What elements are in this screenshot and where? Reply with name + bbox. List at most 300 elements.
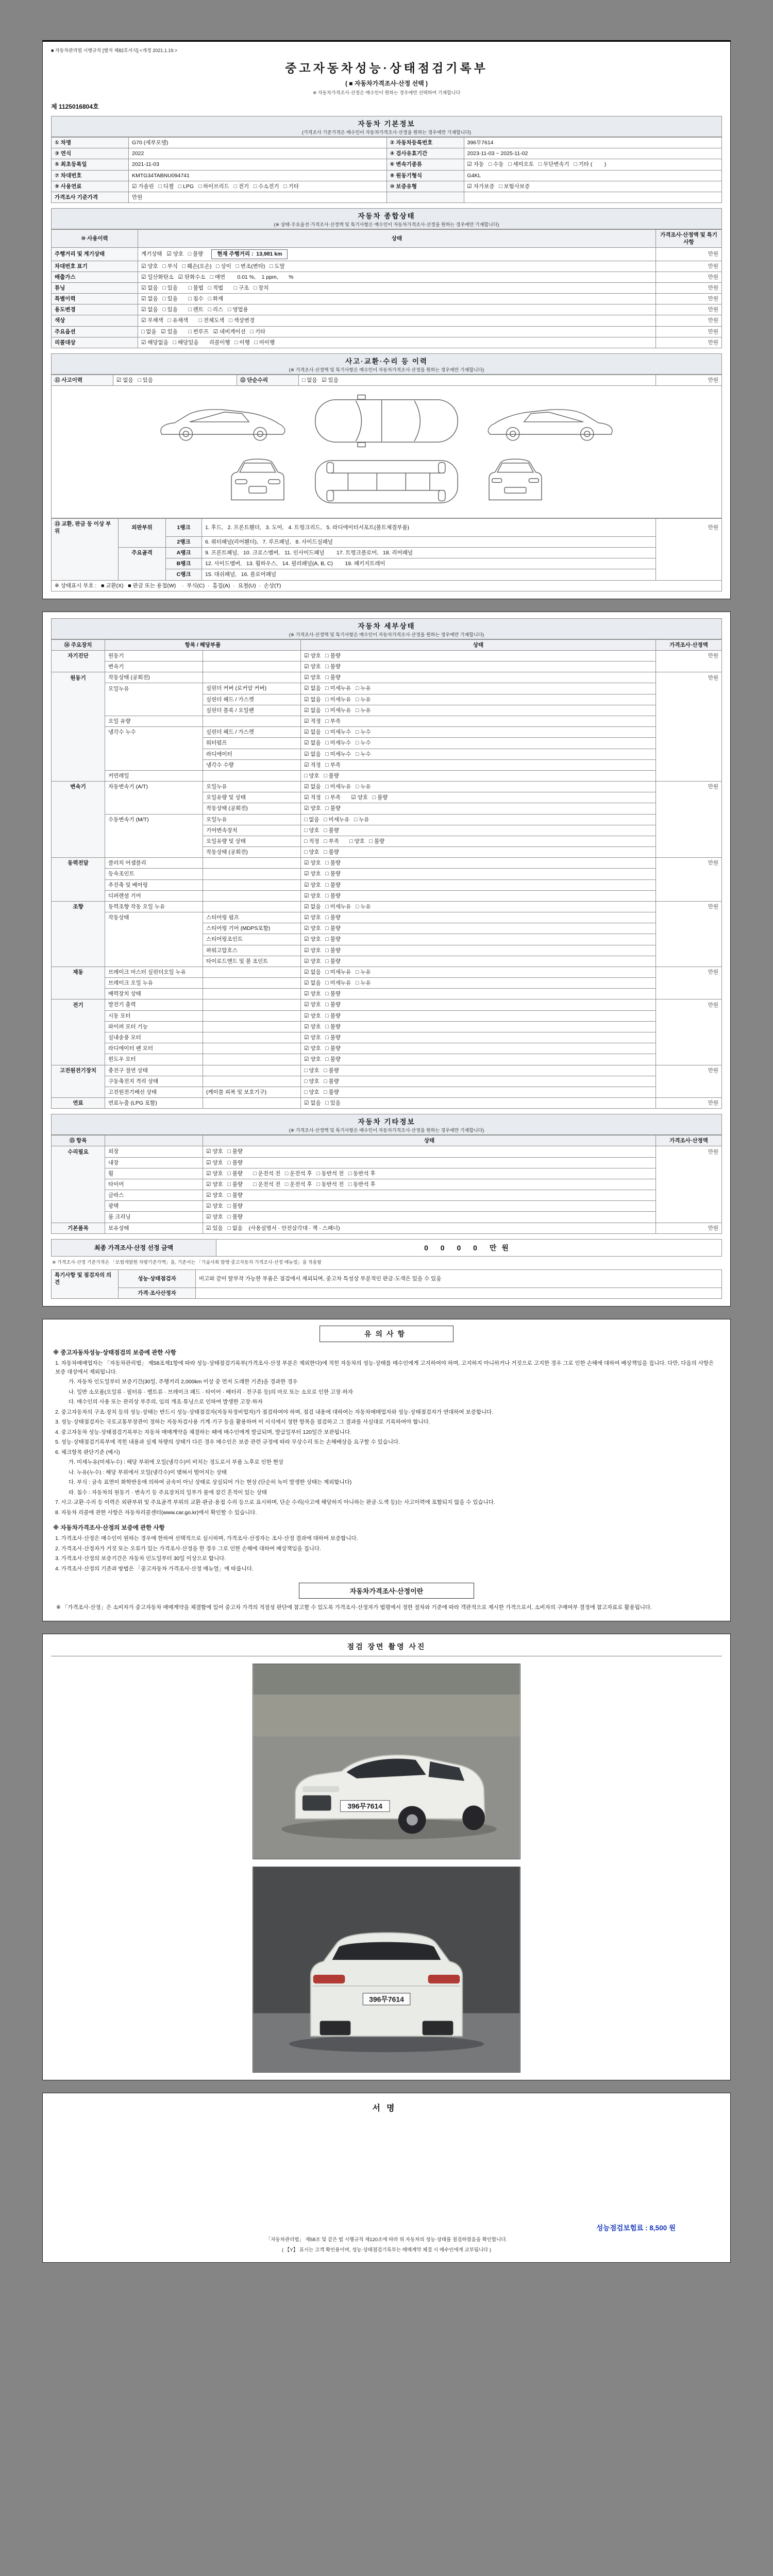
notice-paragraph: 나. 일반 소모품(오일류 · 필터류 · 벨트류 · 브레이크 패드 · 타이어 · 배터리 · 전구류 등)의 마모 또는 소모로 인한 고장·하자 [69,1388,354,1395]
device-group-label [52,956,105,967]
field-value[interactable]: KMTG34TABNU094741 [129,170,387,181]
detail-row [52,1065,722,1076]
price-cell: 만원 [656,294,722,304]
simple-repair-checkboxes[interactable]: □ 없음 ☑ 있음 [299,375,656,385]
state-text: ☑ 없음 □ 있음 □ 렌트 □ 리스 □ 영업용 [141,307,248,313]
state-checkboxes[interactable]: ☑ 양호 □ 불량 [301,1054,656,1065]
detail-row [52,1098,722,1109]
subitem-label: 라디에이터 [203,749,301,759]
inspector-opinion[interactable] [196,1287,722,1298]
item-label [105,749,203,759]
inspection-photo-rear [253,1867,520,2073]
state-checkboxes[interactable]: ☑ 양호 □ 불량 [301,803,656,814]
device-group-label: 연료 [52,1098,105,1109]
field-value[interactable]: ☑ 가솔린 □ 디젤 □ LPG □ 하이브리드 □ 전기 □ 수소전기 □ 기타 [129,181,387,192]
subitem-label [203,999,301,1010]
car-diagram-top-view [309,392,464,450]
subitem-label: 냉각수 수량 [203,759,301,770]
item-label: 커먼레일 [105,770,203,781]
etc-row [52,1179,722,1190]
state-checkboxes[interactable] [138,304,656,315]
col-item: ⑮ 항목 [52,1136,105,1146]
state-checkboxes[interactable]: ☑ 적정 □ 부족 [301,716,656,727]
status-legend: ※ 상태표시 부호 : ■ 교환(X) ■ 판금 또는 용접(W) · 부식(C) · 흠집(A) · 요철(U) · 손상(T) [52,580,722,591]
state-checkboxes[interactable] [138,294,656,304]
item-label: 발전기 출력 [105,999,203,1010]
detail-row [52,650,722,661]
use-history-label: 용도변경 [52,304,138,315]
detail-row [52,694,722,705]
overall-row [52,304,722,315]
price-cell [656,1087,722,1097]
state-checkboxes[interactable]: ☑ 없음 □ 미세누유 □ 누유 [301,967,656,977]
item-label: 브레이크 오일 누유 [105,978,203,989]
device-group-label [52,694,105,705]
detail-row [52,770,722,781]
panel-group-label: 외판부위 [119,519,166,537]
document-subnote: ※ 자동차가격조사·산정은 매수인이 원하는 경우에만 선택하여 기재합니다 [312,90,461,95]
state-checkboxes[interactable]: ☑ 양호 □ 불량 [203,1201,656,1212]
state-checkboxes[interactable]: ☑ 양호 □ 불량 [203,1146,656,1157]
state-checkboxes[interactable]: ☑ 없음 □ 미세누유 □ 누유 [301,901,656,912]
state-text: ☑ 해당없음 □ 해당있음 리콜이행 □ 이행 □ 미이행 [141,339,275,346]
price-cell [656,548,722,558]
device-group-label [52,1076,105,1087]
price-cell: 만원 [656,967,722,977]
state-checkboxes[interactable]: ☑ 양호 □ 불량 [301,923,656,934]
etc-item-label: 광택 [105,1201,203,1212]
subitem-label [203,1076,301,1087]
etc-group-label: 수리필요 [52,1146,105,1157]
price-cell [656,978,722,989]
etc-item-label: 휠 [105,1168,203,1179]
section-note: (※ 가격조사·산정액 및 특기사항은 매수인이 자동차가격조사·산정을 원하는 경우에만 기재합니다) [289,632,484,637]
notice-paragraph: 8. 자동차 리콜에 관한 사항은 자동차리콜센터(www.car.go.kr)에서 확인할 수 있습니다. [55,1509,257,1516]
overall-header-row [52,230,722,248]
field-value[interactable]: G70 (세부모델) [129,138,387,148]
etc-row [52,1201,722,1212]
detail-row [52,1043,722,1054]
field-label: ⑧ 원동기형식 [386,170,464,181]
etc-item-label: 타이어 [105,1179,203,1190]
state-checkboxes[interactable]: ☑ 양호 □ 불량 [301,934,656,945]
car-diagram-side-right [481,396,620,446]
parts-list[interactable]: 12. 사이드멤버, 13. 휠하우스, 14. 필러패널(A, B, C) 19. 패키지트레이 [202,558,656,569]
price-cell: 만원 [656,261,722,272]
subitem-label: 오일누유 [203,782,301,792]
state-checkboxes[interactable] [138,326,656,337]
detail-row [52,1032,722,1043]
item-label: 추진축 및 베어링 [105,879,203,890]
accident-history-table [51,375,722,386]
parts-section-label [52,558,119,569]
subitem-label [203,879,301,890]
state-checkboxes[interactable]: ☑ 양호 □ 불량 [301,890,656,901]
item-label: 디퍼렌셜 기어 [105,890,203,901]
detail-row [52,869,722,879]
state-checkboxes[interactable] [138,248,656,261]
state-checkboxes[interactable]: □ 양호 □ 불량 [301,847,656,858]
final-price-value: 0 0 0 0 만원 [424,1243,514,1252]
section-title: 자동차 종합상태 [358,212,415,221]
field-label: ⑦ 차대번호 [52,170,129,181]
field-value[interactable]: ☑ 자동 □ 수동 □ 세미오토 □ 무단변속기 □ 기타 ( ) [464,159,722,170]
device-group-label: 전기 [52,999,105,1010]
detail-row [52,1054,722,1065]
price-cell [656,814,722,825]
notice-paragraph: 5. 성능·상태점검기록부에 적힌 내용과 실제 차량의 상태가 다른 경우 매수인은 보증 관련 규정에 따라 무상수리 또는 손해배상을 요구할 수 있습니다. [55,1439,400,1446]
detail-row [52,792,722,803]
state-checkboxes[interactable]: ☑ 없음 □ 미세누유 □ 누유 [301,782,656,792]
final-price-row [51,1239,722,1257]
overall-row [52,261,722,272]
subitem-label [203,650,301,661]
field-value[interactable]: 2022 [129,148,387,159]
state-checkboxes[interactable]: ☑ 없음 □ 미세누수 □ 누수 [301,727,656,738]
state-checkboxes[interactable]: ☑ 양호 □ 불량 □ 운전석 전 □ 운전석 후 □ 동반석 전 □ 동반석 후 [203,1168,656,1179]
subitem-label: 오일유량 및 상태 [203,836,301,846]
item-label: 고전원전기배선 상태 [105,1087,203,1097]
device-group-label [52,1054,105,1065]
inspector-role-label: 가격·조사산정자 [119,1287,196,1298]
state-text: ☑ 무채색 □ 유채색 □ 전체도색 □ 색상변경 [141,317,255,324]
field-label: ② 자동차등록번호 [386,138,464,148]
state-checkboxes[interactable]: ☑ 양호 □ 불량 [301,879,656,890]
state-checkboxes[interactable]: ☑ 없음 □ 미세누유 □ 누유 [301,978,656,989]
item-label [105,847,203,858]
col-subitem [105,1136,203,1146]
subitem-label [203,978,301,989]
device-group-label: 원동기 [52,672,105,683]
parts-row [52,519,722,537]
detail-row [52,901,722,912]
price-cell [656,923,722,934]
item-label [105,836,203,846]
state-checkboxes[interactable]: ☑ 없음 □ 미세누수 □ 누수 [301,738,656,749]
field-value[interactable]: ☑ 자가보증 □ 보험사보증 [464,181,722,192]
subitem-label: 파워고압호스 [203,945,301,956]
state-checkboxes[interactable]: ☑ 양호 □ 불량 [301,672,656,683]
diagram-row-bottom [56,453,717,511]
panel-group-label [119,558,166,569]
etc-group-label [52,1179,105,1190]
detail-row [52,956,722,967]
price-cell: 만원 [656,1098,722,1109]
accident-row [52,375,722,385]
rank-label: B랭크 [166,558,202,569]
use-history-label: 배출가스 [52,272,138,282]
etc-row [52,1223,722,1233]
state-text: ☑ 없음 □ 있음 □ 침수 □ 화재 [141,296,224,302]
field-value[interactable]: 396무7614 [464,138,722,148]
section-basic-info [51,116,722,137]
state-checkboxes[interactable]: □ 양호 □ 불량 [301,1076,656,1087]
price-cell [656,869,722,879]
device-group-label [52,1010,105,1021]
parts-list[interactable]: 15. 대쉬패널, 16. 플로어패널 [202,569,656,580]
state-checkboxes[interactable]: □ 없음 □ 미세누유 □ 누유 [301,814,656,825]
price-cell [656,912,722,923]
panel-group-label [119,536,166,547]
state-checkboxes[interactable]: ☑ 양호 □ 불량 [301,869,656,879]
price-cell [656,738,722,749]
overall-row [52,248,722,261]
state-checkboxes[interactable]: ☑ 양호 □ 불량 [301,662,656,672]
device-group-label [52,749,105,759]
state-checkboxes[interactable]: ☑ 적정 □ 부족 ☑ 양호 □ 불량 [301,792,656,803]
item-label: 연료누출 (LPG 포함) [105,1098,203,1109]
state-checkboxes[interactable]: □ 양호 □ 불량 [301,1087,656,1097]
basic-info-row [52,159,722,170]
subitem-label: 실린더 헤드 / 가스켓 [203,727,301,738]
device-group-label: 변속기 [52,782,105,792]
price-cell: 만원 [656,282,722,293]
price-cell: 만원 [656,375,722,385]
field-label [386,192,464,202]
price-cell [656,825,722,836]
col-state: 상태 [203,1136,656,1146]
state-checkboxes[interactable]: ☑ 양호 □ 불량 [301,945,656,956]
car-diagram-underbody-view [309,453,464,511]
price-cell [656,1010,722,1021]
device-group-label [52,803,105,814]
simple-repair-label: ⑫ 단순수리 [237,375,299,385]
col-price: 가격조사·산정액 [656,1136,722,1146]
state-checkboxes[interactable]: ☑ 양호 □ 불량 [301,1043,656,1054]
rank-label: 1랭크 [166,519,202,537]
item-label [105,705,203,716]
detail-row [52,999,722,1010]
state-checkboxes[interactable]: ☑ 양호 □ 불량 [301,650,656,661]
inspector-opinion[interactable]: 비고와 같이 탈부착 가능한 부품은 점검에서 제외되며, 중고차 특성상 부분적인 판금·도색은 있을 수 있음 [196,1269,722,1287]
section-note: (※ 가격조사·산정액 및 특기사항은 매수인이 자동차가격조사·산정을 원하는 경우에만 기재합니다) [289,1128,484,1133]
overall-row [52,315,722,326]
state-checkboxes[interactable]: ☑ 양호 □ 불량 [203,1157,656,1168]
detail-row [52,727,722,738]
basic-info-row [52,170,722,181]
device-group-label: 조향 [52,901,105,912]
photos-sheet [42,1634,731,2080]
device-group-label [52,847,105,858]
parts-section-label [52,569,119,580]
subitem-label [203,869,301,879]
detail-row [52,923,722,934]
device-group-label [52,705,105,716]
parts-list[interactable]: 6. 쿼터패널(리어휀더), 7. 루프패널, 8. 사이드실패널 [202,536,656,547]
subitem-label: 워터펌프 [203,738,301,749]
state-checkboxes[interactable]: ☑ 없음 □ 미세누수 □ 누수 [301,749,656,759]
etc-item-label: 보유상태 [105,1223,203,1233]
device-group-label [52,945,105,956]
state-checkboxes[interactable]: ☑ 없음 □ 미세누유 □ 누유 [301,705,656,716]
parts-list[interactable]: 9. 프론트패널, 10. 크로스멤버, 11. 인사이드패널 17. 트렁크플로어, 18. 리어패널 [202,548,656,558]
rank-label: A랭크 [166,548,202,558]
subitem-label [203,662,301,672]
field-value[interactable]: G4KL [464,170,722,181]
notice-paragraph: 2. 가격조사·산정자가 거짓 또는 오류가 있는 가격조사·산정을 한 경우 그로 인한 손해에 대하여 배상책임을 집니다. [55,1545,321,1552]
car-diagram-front-view [224,456,292,507]
price-cell: 만원 [656,315,722,326]
detail-row [52,705,722,716]
parts-row [52,548,722,558]
price-cell [656,956,722,967]
item-label [105,923,203,934]
state-checkboxes[interactable] [138,272,656,282]
item-label [105,803,203,814]
notice-paragraph: 다. 매수인의 사용 또는 관리상 부주의, 임의 개조·튜닝으로 인하여 발생한 고장·하자 [69,1399,263,1405]
subitem-label [203,672,301,683]
detail-row [52,825,722,836]
field-label: ⑨ 사용연료 [52,181,129,192]
state-checkboxes[interactable] [138,315,656,326]
etc-item-label: 글라스 [105,1190,203,1201]
rank-label: C랭크 [166,569,202,580]
state-checkboxes[interactable]: ☑ 양호 □ 불량 [301,1010,656,1021]
subitem-label: 오일유량 및 상태 [203,792,301,803]
detail-row [52,989,722,999]
overall-row [52,294,722,304]
etc-item-label: 내장 [105,1157,203,1168]
state-checkboxes[interactable]: ☑ 없음 □ 미세누유 □ 누유 [301,694,656,705]
price-cell [656,989,722,999]
price-cell [656,705,722,716]
item-label: 동력조향 작동 오일 누유 [105,901,203,912]
price-cell [656,569,722,580]
etc-group-label [52,1212,105,1223]
item-label: 수동변속기 (M/T) [105,814,203,825]
state-checkboxes[interactable]: ☑ 양호 □ 불량 [301,1032,656,1043]
state-checkboxes[interactable]: ☑ 양호 □ 불량 □ 운전석 전 □ 운전석 후 □ 동반석 전 □ 동반석 후 [203,1179,656,1190]
accident-checkboxes[interactable]: ☑ 없음 □ 있음 [113,375,237,385]
basic-info-row [52,148,722,159]
item-label: 자동변속기 (A/T) [105,782,203,792]
detail-row [52,672,722,683]
detail-row [52,1076,722,1087]
device-group-label: 자기진단 [52,650,105,661]
notice-paragraph: 1. 가격조사·산정은 매수인이 원하는 경우에 한하여 선택적으로 실시하며, 가격조사·산정자는 조사·산정 결과에 대하여 보증합니다. [55,1535,358,1541]
col-price: 가격조사·산정액 및 특기사항 [656,230,722,248]
etc-group-label [52,1190,105,1201]
price-cell [656,803,722,814]
etc-item-label: 룸 크리닝 [105,1212,203,1223]
parts-section-label: ⑬ 교환, 판금 등 이상 부위 [52,519,119,537]
price-cell [656,945,722,956]
state-checkboxes[interactable]: ☑ 양호 □ 불량 [203,1212,656,1223]
item-label: 실내송풍 모터 [105,1032,203,1043]
state-checkboxes[interactable] [138,282,656,293]
detail-row [52,1010,722,1021]
section-detail-condition [51,618,722,639]
field-value[interactable]: 2021-11-03 [129,159,387,170]
detail-row [52,879,722,890]
col-price: 가격조사·산정액 [656,639,722,650]
section-title: 자동차 기본정보 [358,120,415,128]
item-label: 클러치 어셈블리 [105,858,203,869]
etc-group-label [52,1201,105,1212]
use-history-label: 튜닝 [52,282,138,293]
state-checkboxes[interactable]: ☑ 없음 □ 미세누유 □ 누유 [301,683,656,694]
price-assessment-definition-title: 자동차가격조사·산정이란 [299,1583,474,1599]
state-checkboxes[interactable]: □ 양호 □ 불량 [301,770,656,781]
state-checkboxes[interactable] [138,337,656,348]
state-checkboxes[interactable]: □ 적정 □ 부족 □ 양호 □ 불량 [301,836,656,846]
etc-row [52,1168,722,1179]
subitem-label: 타이로드엔드 및 볼 조인트 [203,956,301,967]
license-plate-rear: 396무7614 [369,1995,404,2004]
car-diagram-side-left [153,396,292,446]
car-diagram-rear-view [481,456,549,507]
item-label: 오일 유량 [105,716,203,727]
state-checkboxes[interactable]: ☑ 양호 □ 불량 [301,989,656,999]
parts-list[interactable]: 1. 후드, 2. 프론트휀더, 3. 도어, 4. 트렁크리드, 5. 라디에이터서포트(볼트체결부품) [202,519,656,537]
field-label: 가격조사 기준가격 [52,192,129,202]
section-note: (※ 상태·주요옵션·가격조사·산정액 및 특기사항은 매수인이 자동차가격조사·산정을 원하는 경우에만 기재합니다) [274,222,499,228]
state-text: ☑ 일산화탄소 ☑ 탄화수소 □ 매연 0.01 %, 1 ppm, % [141,274,294,280]
state-checkboxes[interactable]: ☑ 양호 □ 불량 [301,858,656,869]
device-group-label [52,727,105,738]
subitem-label: 실린더 헤드 / 가스켓 [203,694,301,705]
state-checkboxes[interactable] [138,261,656,272]
item-label: 구동축전지 격리 상태 [105,1076,203,1087]
device-group-label [52,978,105,989]
basic-info-row [52,138,722,148]
state-checkboxes[interactable]: ☑ 양호 □ 불량 [301,999,656,1010]
final-price-label: 최종 가격조사·산정 선정 금액 [52,1240,216,1256]
state-checkboxes[interactable]: ☑ 양호 □ 불량 [301,956,656,967]
col-item: 항목 / 해당부품 [105,639,301,650]
price-cell [656,1157,722,1168]
subitem-label [203,858,301,869]
state-checkboxes[interactable]: □ 양호 □ 불량 [301,1065,656,1076]
state-checkboxes[interactable]: ☑ 양호 □ 불량 [301,912,656,923]
state-checkboxes[interactable]: ☑ 양호 □ 불량 [203,1190,656,1201]
device-group-label [52,759,105,770]
state-checkboxes[interactable]: ☑ 양호 □ 불량 [301,1021,656,1032]
state-checkboxes[interactable]: ☑ 적정 □ 부족 [301,759,656,770]
device-group-label [52,1021,105,1032]
state-text: ☑ 양호 □ 부식 □ 훼손(오손) □ 상이 □ 변조(변타) □ 도말 [141,263,285,269]
overall-row [52,282,722,293]
item-label [105,738,203,749]
state-checkboxes[interactable]: ☑ 없음 □ 있음 [301,1098,656,1109]
field-label: ⑤ 최초등록일 [52,159,129,170]
rank-label: 2랭크 [166,536,202,547]
state-checkboxes[interactable]: □ 양호 □ 불량 [301,825,656,836]
device-group-label [52,716,105,727]
section-accident-history [51,353,722,375]
detail-row [52,858,722,869]
etc-row [52,1146,722,1157]
field-value[interactable]: 만원 [129,192,387,202]
use-history-label: 차대번호 표기 [52,261,138,272]
signature-sheet [42,2093,731,2263]
detail-row [52,662,722,672]
field-label: ⑥ 변속기종류 [386,159,464,170]
item-label: 작동상태 (공회전) [105,672,203,683]
price-assessment-definition-text: ※ 「가격조사·산정」은 소비자가 중고자동차 매매계약을 체결함에 있어 중고차 가격의 적절성 판단에 참고할 수 있도록 가격조사·산정자가 법령에서 정한 절차와 기준에 따라 객관적으로 제시한 가격으로서, 소비자의 구매여부 결정에 참고자료로 활용됩니다. [56,1604,652,1611]
detail-condition-sheet [42,612,731,1307]
field-value[interactable]: 2023-11-03 ~ 2025-11-02 [464,148,722,159]
field-label: ① 차명 [52,138,129,148]
final-price-note: ※ 가격조사·산정 기준가격은 「보험개발원 차량기준가액」을, 기준서는 「기술사회 발행 중고자동차 가격조사·산정 매뉴얼」을 적용함 [52,1259,322,1265]
state-checkboxes[interactable]: ☑ 있음 □ 없음 (사용설명서 · 안전삼각대 · 잭 · 스패너) [203,1223,656,1233]
field-value[interactable] [464,192,722,202]
detail-row [52,759,722,770]
etc-group-label [52,1168,105,1179]
parts-section-label [52,548,119,558]
price-cell [656,1021,722,1032]
notice-paragraph: 다. 부식 : 금속 표면이 화학반응에 의하여 금속이 아닌 상태로 상실되어 가는 현상 (단순히 녹이 발생한 상태는 제외합니다) [69,1479,352,1486]
